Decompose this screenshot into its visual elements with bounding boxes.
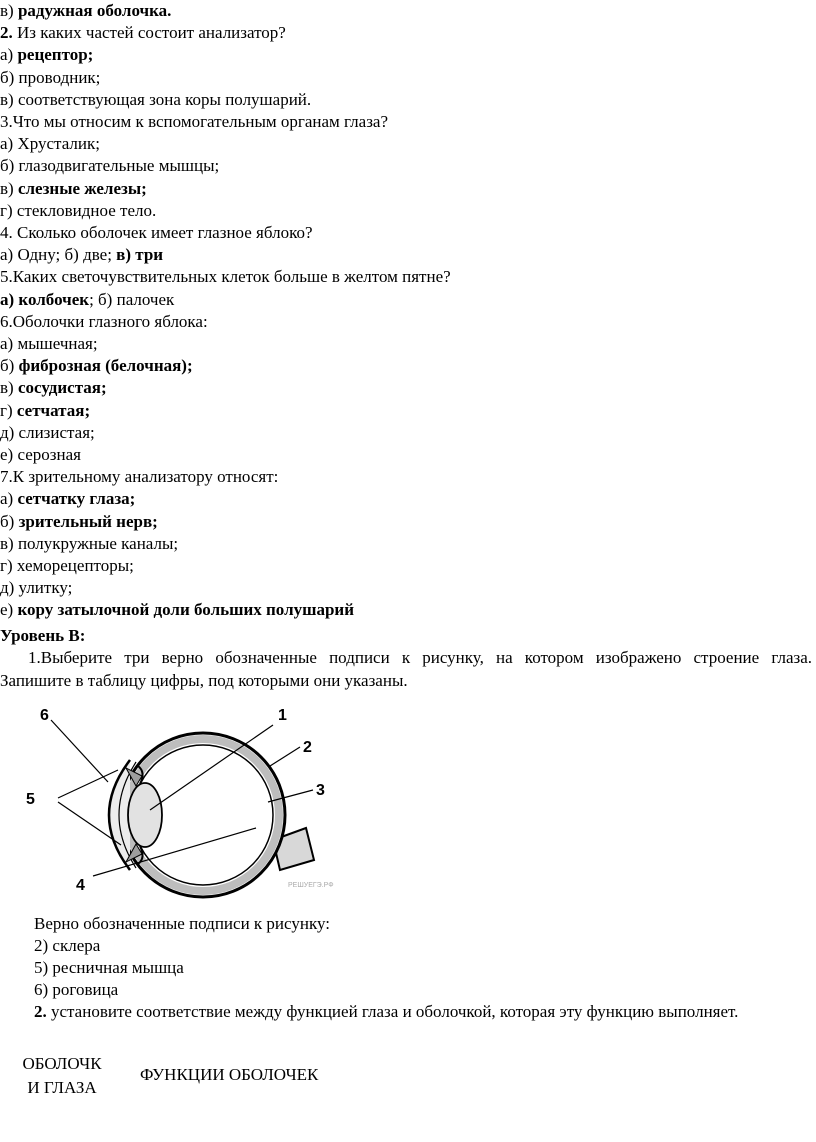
text-line	[0, 333, 98, 355]
text-line-pre: а) Хрусталик;	[0, 134, 100, 154]
text-line	[0, 44, 93, 66]
text-line	[0, 599, 354, 621]
diagram-label-6: 6	[40, 707, 49, 724]
text-line-pre: а)	[0, 489, 18, 509]
table-header-membranes-line1: ОБОЛОЧК	[22, 1054, 102, 1073]
text-line-bold: слезные железы;	[17, 178, 147, 198]
question-2-number: 2.	[34, 1002, 47, 1021]
text-line	[0, 444, 81, 466]
text-line	[0, 355, 193, 377]
text-line-bold: радужная оболочка.	[17, 1, 172, 20]
text-line-pre: а)	[0, 45, 18, 65]
question-1-text-cont: Запишите в таблицу цифры, под которыми они указаны.	[0, 671, 408, 690]
text-line	[0, 22, 286, 44]
level-b-heading: Уровень В:	[0, 626, 86, 645]
text-line-pre: а) Одну; б) две;	[0, 245, 117, 265]
text-line-pre: в) соответствующая зона коры полушарий.	[0, 89, 312, 109]
text-line	[0, 133, 100, 155]
text-line	[0, 178, 147, 200]
text-line-pre: б) глазодвигательные мышцы;	[0, 156, 220, 176]
text-line-post: ; б) палочек	[89, 289, 175, 309]
answer-item: 5) ресничная мышца	[34, 958, 184, 977]
text-line-pre: г)	[0, 400, 17, 420]
diagram-label-5: 5	[26, 791, 35, 808]
table-header-functions: ФУНКЦИИ ОБОЛОЧЕК	[140, 1065, 319, 1084]
text-line-post: Из каких частей состоит анализатор?	[12, 23, 286, 43]
text-line-pre: 3.Что мы относим к вспомогательным органам глаза?	[0, 112, 389, 131]
text-line-bold: сетчатая;	[16, 400, 91, 420]
text-line-bold: сосудистая;	[17, 378, 107, 398]
text-line-pre: е) серозная	[0, 445, 81, 464]
text-line	[0, 200, 156, 222]
text-line-bold: в) три	[116, 245, 164, 265]
table-header-membranes-line2: И ГЛАЗА	[27, 1078, 97, 1097]
diagram-label-4: 4	[76, 877, 85, 894]
answer-item: 2) склера	[34, 936, 101, 955]
text-line	[0, 155, 219, 177]
diagram-watermark: РЕШУЕГЭ.РФ	[288, 882, 334, 889]
text-line	[0, 577, 72, 599]
text-line-pre: д) слизистая;	[0, 422, 95, 442]
diagram-label-1: 1	[278, 707, 287, 724]
question-1-text: 1.Выберите три верно обозначенные подписи к рисунку, на котором изображено строение глаза.	[28, 648, 812, 667]
text-line-pre: г) хеморецепторы;	[0, 556, 134, 575]
text-line-bold: кору затылочной доли больших полушарий	[17, 600, 354, 620]
text-line	[0, 67, 100, 89]
text-line	[0, 511, 158, 533]
text-line	[0, 89, 311, 111]
text-line-bold: фиброзная (белочная);	[18, 356, 193, 376]
question-2-text: установите соответствие между функцией глаза и оболочкой, которая эту функцию выполняет.	[46, 1002, 739, 1021]
text-line	[0, 422, 95, 444]
answer-title: Верно обозначенные подписи к рисунку:	[34, 914, 330, 933]
text-line	[0, 222, 313, 244]
text-line	[0, 377, 107, 399]
text-line-pre: в)	[0, 1, 18, 20]
text-line	[0, 488, 135, 510]
text-line-pre: 4. Сколько оболочек имеет глазное яблоко?	[0, 223, 313, 242]
text-line	[0, 555, 134, 577]
text-line-pre: д) улитку;	[0, 578, 73, 598]
table-header-membranes	[18, 1052, 106, 1100]
text-line-pre: 7.К зрительному анализатору относят:	[0, 467, 279, 487]
text-line-pre: в)	[0, 378, 18, 398]
question-2	[34, 1001, 738, 1023]
text-line-pre: а) мышечная;	[0, 334, 98, 353]
text-line-pre: б)	[0, 356, 19, 376]
text-line-bold: зрительный нерв;	[18, 511, 158, 531]
text-line-pre: б) проводник;	[0, 67, 101, 87]
text-line	[0, 111, 388, 133]
text-line-pre: 6.Оболочки глазного яблока:	[0, 311, 208, 331]
eye-structure-diagram	[18, 700, 358, 900]
text-line-bold: а) колбочек	[0, 289, 90, 309]
text-line	[0, 0, 171, 22]
text-line	[0, 311, 208, 333]
diagram-label-3: 3	[316, 782, 325, 799]
text-line	[0, 533, 178, 555]
text-line-pre: 5.Каких светочувствительных клеток больше в желтом пятне?	[0, 267, 451, 287]
text-line-pre: в)	[0, 178, 18, 198]
text-line-bold: сетчатку глаза;	[17, 489, 136, 509]
text-line-pre: е)	[0, 600, 18, 620]
text-line	[0, 466, 278, 488]
text-line	[0, 289, 174, 311]
text-line-bold: 2.	[0, 23, 13, 43]
text-line-bold: рецептор;	[17, 45, 94, 65]
answer-item: 6) роговица	[34, 980, 119, 999]
diagram-label-2: 2	[303, 739, 312, 756]
text-line-pre: г) стекловидное тело.	[0, 200, 157, 220]
text-line	[0, 244, 163, 266]
text-line	[0, 400, 90, 422]
text-line-pre: в) полукружные каналы;	[0, 533, 179, 553]
text-line	[0, 266, 451, 288]
text-line-pre: б)	[0, 511, 19, 531]
